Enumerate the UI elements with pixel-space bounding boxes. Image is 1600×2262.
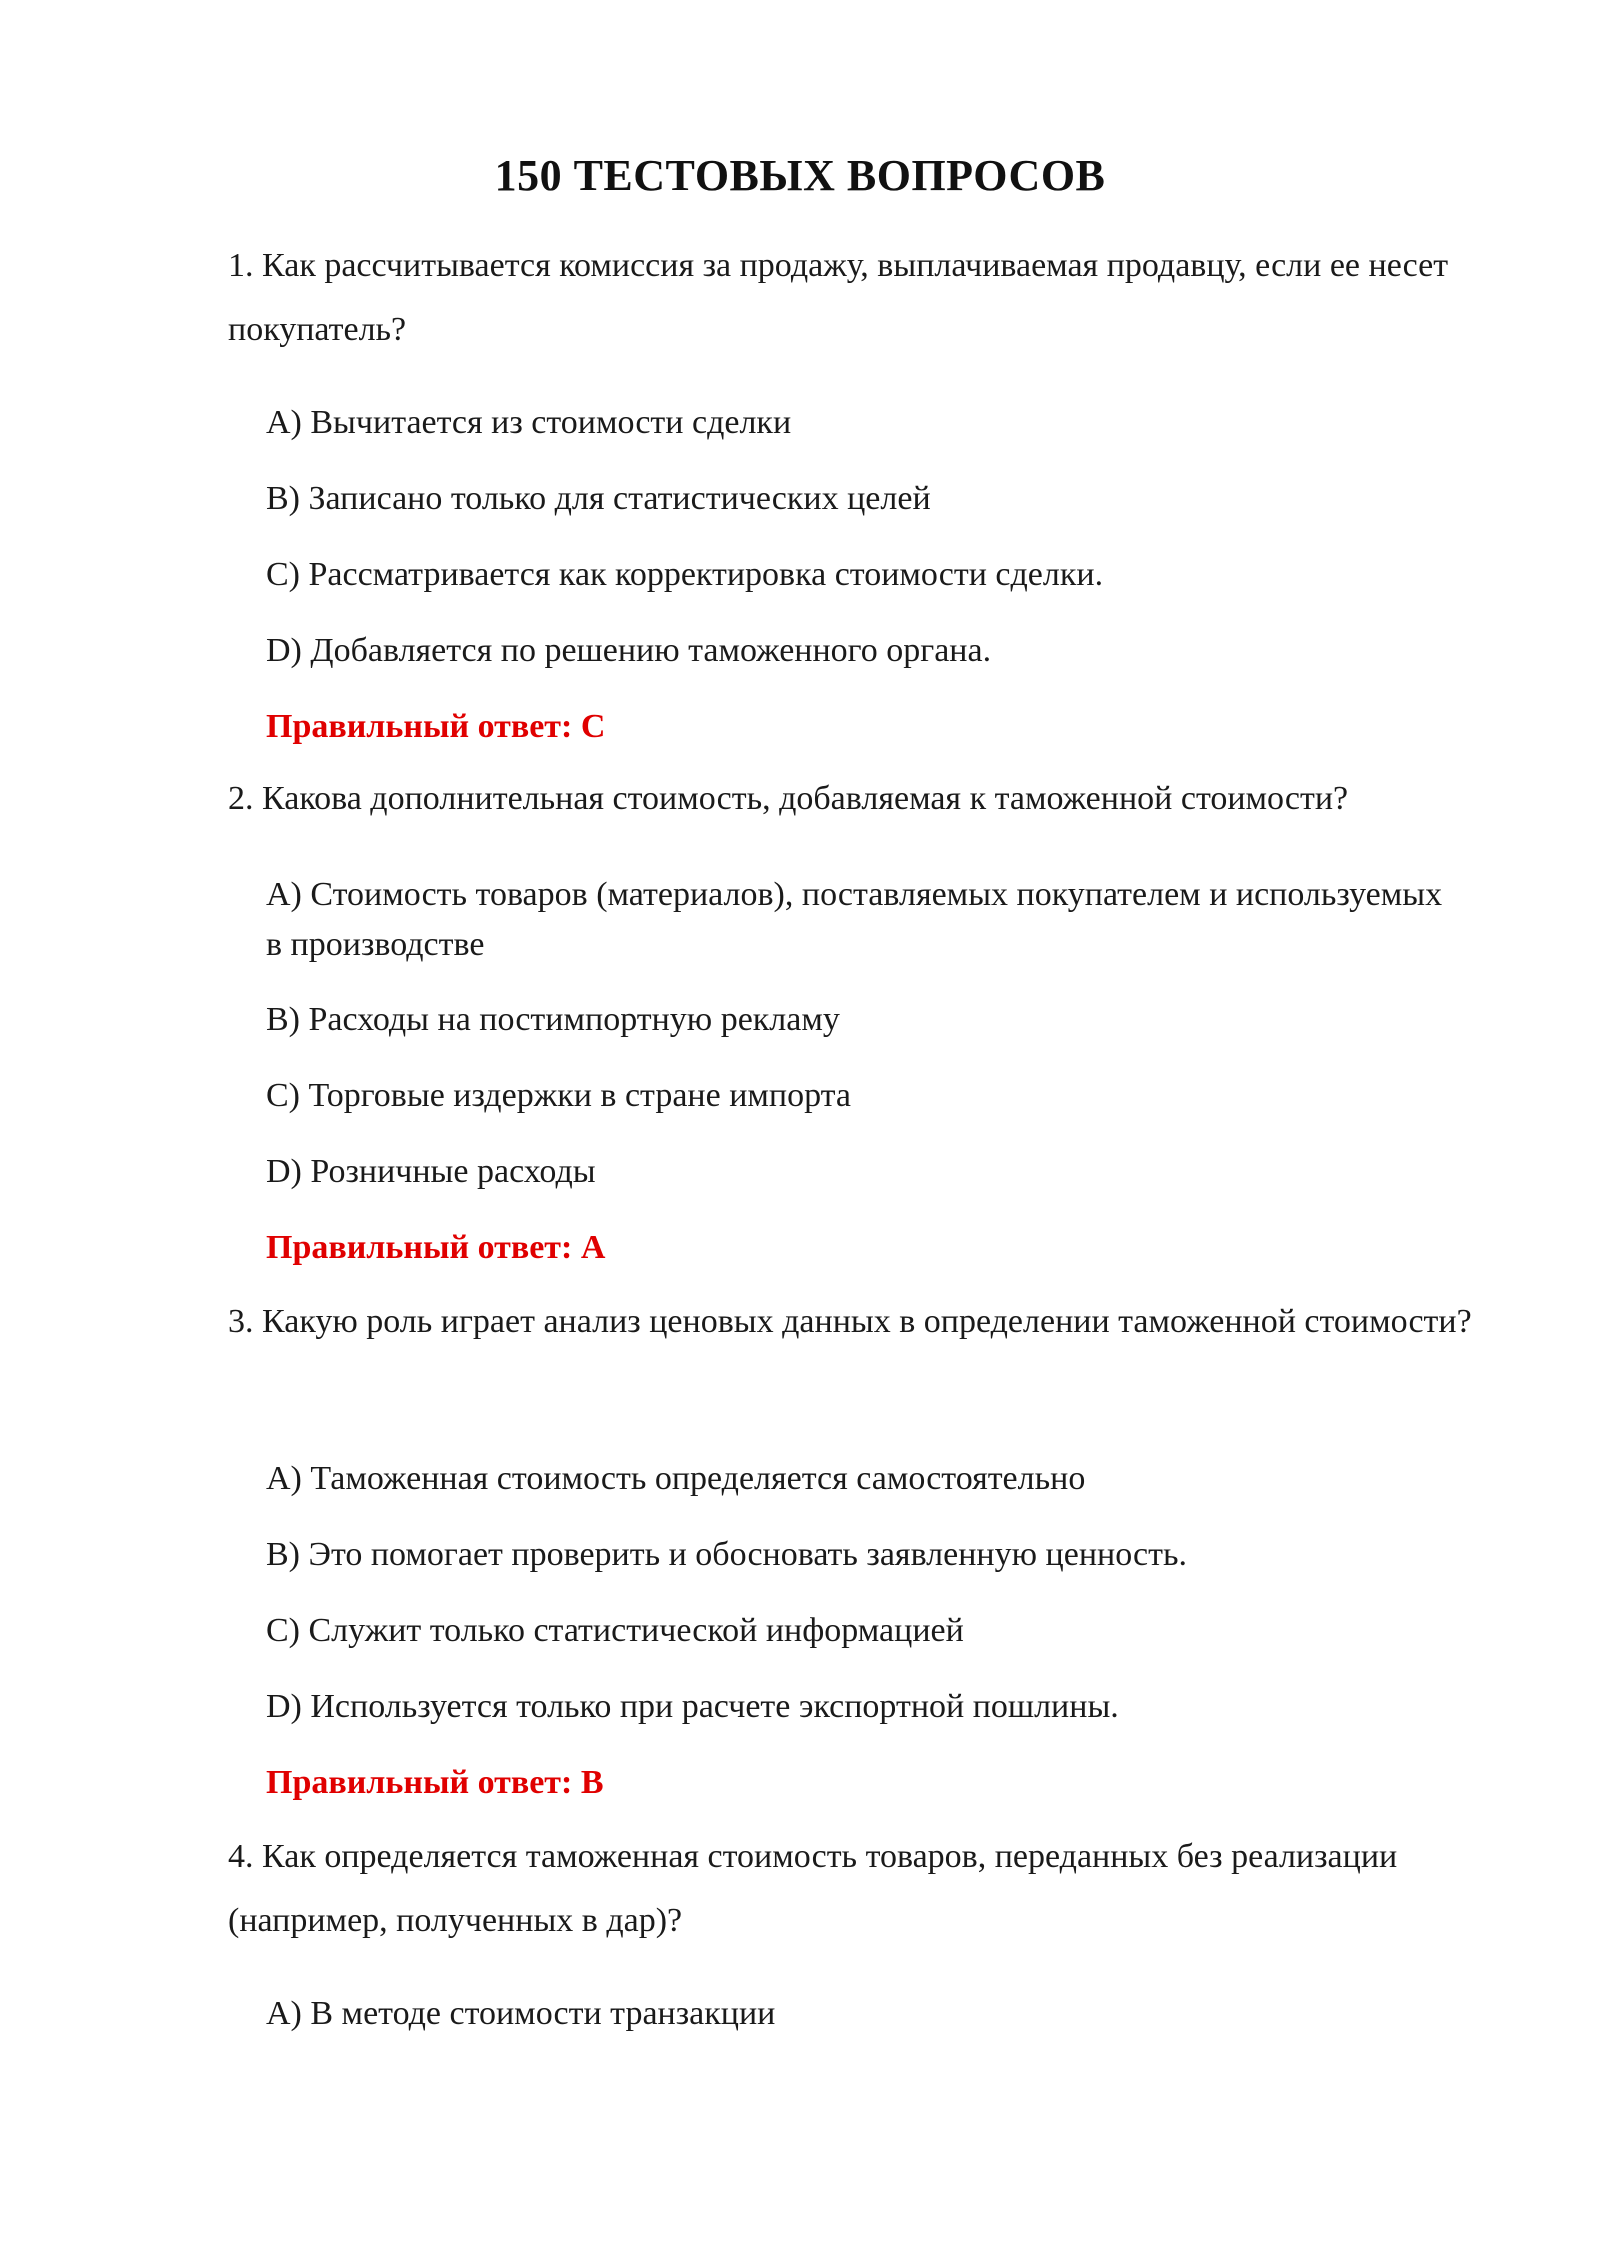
question-1-option-c: C) Рассматривается как корректировка стоимости сделки.	[266, 556, 1104, 593]
question-1-option-d: D) Добавляется по решению таможенного органа.	[266, 632, 992, 669]
question-2-answer: Правильный ответ: A	[266, 1229, 606, 1266]
question-1-text: 1. Как рассчитывается комиссия за продажу, выплачиваемая продавцу, если ее несет покупатель?	[228, 247, 1449, 348]
question-2-option-b: B) Расходы на постимпортную рекламу	[266, 1001, 840, 1038]
question-1-answer: Правильный ответ: C	[266, 708, 606, 745]
question-3-text: 3. Какую роль играет анализ ценовых данных в определении таможенной стоимости?	[228, 1303, 1472, 1340]
question-4-text: 4. Как определяется таможенная стоимость товаров, переданных без реализации (например, полученных в дар)?	[228, 1838, 1398, 1939]
question-3-answer: Правильный ответ: B	[266, 1764, 604, 1801]
question-1-option-b: B) Записано только для статистических целей	[266, 480, 931, 517]
question-3-option-d: D) Используется только при расчете экспортной пошлины.	[266, 1688, 1119, 1725]
question-4-option-a: A) В методе стоимости транзакции	[266, 1995, 776, 2032]
question-2-option-d: D) Розничные расходы	[266, 1153, 596, 1190]
question-2-text: 2. Какова дополнительная стоимость, добавляемая к таможенной стоимости?	[228, 780, 1349, 817]
question-2-option-c: C) Торговые издержки в стране импорта	[266, 1077, 852, 1114]
question-3-option-a: A) Таможенная стоимость определяется самостоятельно	[266, 1460, 1086, 1497]
question-1-option-a: A) Вычитается из стоимости сделки	[266, 404, 792, 441]
page-title: 150 ТЕСТОВЫХ ВОПРОСОВ	[494, 151, 1106, 200]
question-3-option-b: B) Это помогает проверить и обосновать заявленную ценность.	[266, 1536, 1188, 1573]
question-3-option-c: C) Служит только статистической информацией	[266, 1612, 964, 1649]
question-2-option-a: A) Стоимость товаров (материалов), поставляемых покупателем и используемых в производстве	[266, 876, 1443, 963]
